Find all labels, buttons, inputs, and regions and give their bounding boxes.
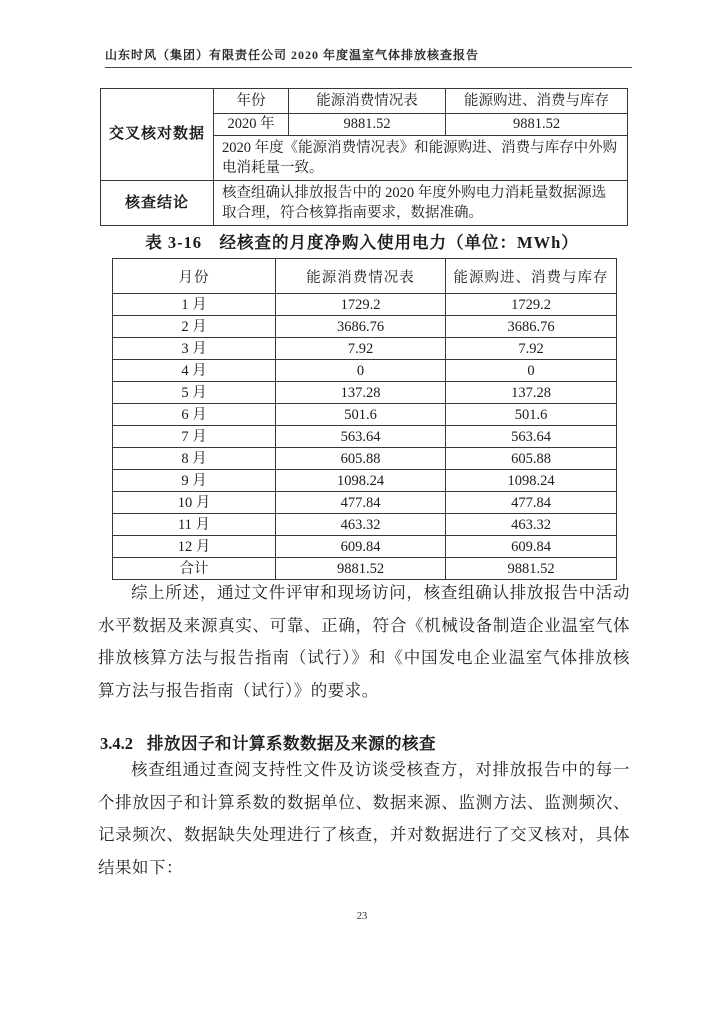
table-row: [113, 404, 617, 426]
value-cell: 9881.52: [446, 558, 617, 580]
monthly-electricity-table: [112, 258, 617, 580]
section-heading-3-4-2: [100, 730, 436, 754]
value-cell: 9881.52: [289, 114, 446, 136]
table-row: [113, 514, 617, 536]
column-header-energy-purchase: 能源购进、消费与库存: [446, 89, 628, 114]
value-cell: 609.84: [276, 536, 446, 558]
value-cell: 1098.24: [446, 470, 617, 492]
value-cell: 477.84: [446, 492, 617, 514]
month-cell: 2 月: [113, 316, 276, 338]
value-cell: 137.28: [276, 382, 446, 404]
value-cell: 463.32: [446, 514, 617, 536]
table-row: [113, 470, 617, 492]
cross-check-row-label: 交叉核对数据: [101, 89, 214, 181]
column-header-energy-consumption: 能源消费情况表: [289, 89, 446, 114]
value-cell: 563.64: [276, 426, 446, 448]
value-cell: 9881.52: [446, 114, 628, 136]
factor-check-paragraph: 核查组通过查阅支持性文件及访谈受核查方，对排放报告中的每一个排放因子和计算系数的数据单位、数据来源、监测方法、监测频次、记录频次、数据缺失处理进行了核查，并对数据进行了交叉核对，具体结果如下：: [98, 760, 630, 877]
total-cell: 合计: [113, 558, 276, 580]
table-row: [113, 338, 617, 360]
page-header: [105, 46, 632, 68]
table-row: [113, 360, 617, 382]
month-cell: 1 月: [113, 294, 276, 316]
value-cell: 137.28: [446, 382, 617, 404]
conclusion-row-label: 核查结论: [101, 181, 214, 226]
month-cell: 4 月: [113, 360, 276, 382]
value-cell: 563.64: [446, 426, 617, 448]
table-row: [113, 492, 617, 514]
month-cell: 5 月: [113, 382, 276, 404]
value-cell: 1729.2: [446, 294, 617, 316]
value-cell: 609.84: [446, 536, 617, 558]
month-cell: 3 月: [113, 338, 276, 360]
table-row: [113, 316, 617, 338]
cross-check-table: [100, 88, 628, 226]
value-cell: 0: [276, 360, 446, 382]
value-cell: 1098.24: [276, 470, 446, 492]
month-cell: 9 月: [113, 470, 276, 492]
column-header-year: 年份: [214, 89, 289, 114]
section-title: 排放因子和计算系数数据及来源的核查: [147, 734, 436, 753]
cross-check-note: 2020 年度《能源消费情况表》和能源购进、消费与库存中外购电消耗量一致。: [214, 136, 628, 181]
month-cell: 6 月: [113, 404, 276, 426]
table-row: [113, 426, 617, 448]
table-row: [113, 448, 617, 470]
value-cell: 501.6: [446, 404, 617, 426]
table-row: [113, 536, 617, 558]
month-cell: 12 月: [113, 536, 276, 558]
column-header-month: 月份: [113, 259, 276, 294]
value-cell: 477.84: [276, 492, 446, 514]
value-cell: 9881.52: [276, 558, 446, 580]
month-cell: 11 月: [113, 514, 276, 536]
section-number: 3.4.2: [100, 734, 133, 753]
page-number: 23: [356, 911, 368, 922]
value-cell: 7.92: [446, 338, 617, 360]
value-cell: 605.88: [446, 448, 617, 470]
value-cell: 7.92: [276, 338, 446, 360]
column-header-energy-consumption: 能源消费情况表: [276, 259, 446, 294]
month-cell: 10 月: [113, 492, 276, 514]
value-cell: 463.32: [276, 514, 446, 536]
table-header-row: [113, 259, 617, 294]
month-cell: 7 月: [113, 426, 276, 448]
table-row: [113, 294, 617, 316]
table-row: [101, 89, 628, 114]
value-cell: 3686.76: [276, 316, 446, 338]
year-cell: 2020 年: [214, 114, 289, 136]
table-row: [101, 181, 628, 226]
value-cell: 0: [446, 360, 617, 382]
value-cell: 605.88: [276, 448, 446, 470]
value-cell: 501.6: [276, 404, 446, 426]
value-cell: 1729.2: [276, 294, 446, 316]
summary-paragraph: 综上所述，通过文件评审和现场访问，核查组确认排放报告中活动水平数据及来源真实、可靠、正确，符合《机械设备制造企业温室气体排放核算方法与报告指南（试行）》和《中国发电企业温室气体排放核算方法与报告指南（试行）》的要求。: [98, 583, 630, 700]
column-header-energy-purchase: 能源购进、消费与库存: [446, 259, 617, 294]
table-3-16-title: 表 3-16 经核查的月度净购入使用电力（单位：MWh）: [145, 233, 579, 252]
month-cell: 8 月: [113, 448, 276, 470]
conclusion-text: 核查组确认排放报告中的 2020 年度外购电力消耗量数据源选取合理，符合核算指南要求，数据准确。: [214, 181, 628, 226]
header-title: 山东时风（集团）有限责任公司 2020 年度温室气体排放核查报告: [105, 48, 480, 62]
value-cell: 3686.76: [446, 316, 617, 338]
table-row: [113, 382, 617, 404]
